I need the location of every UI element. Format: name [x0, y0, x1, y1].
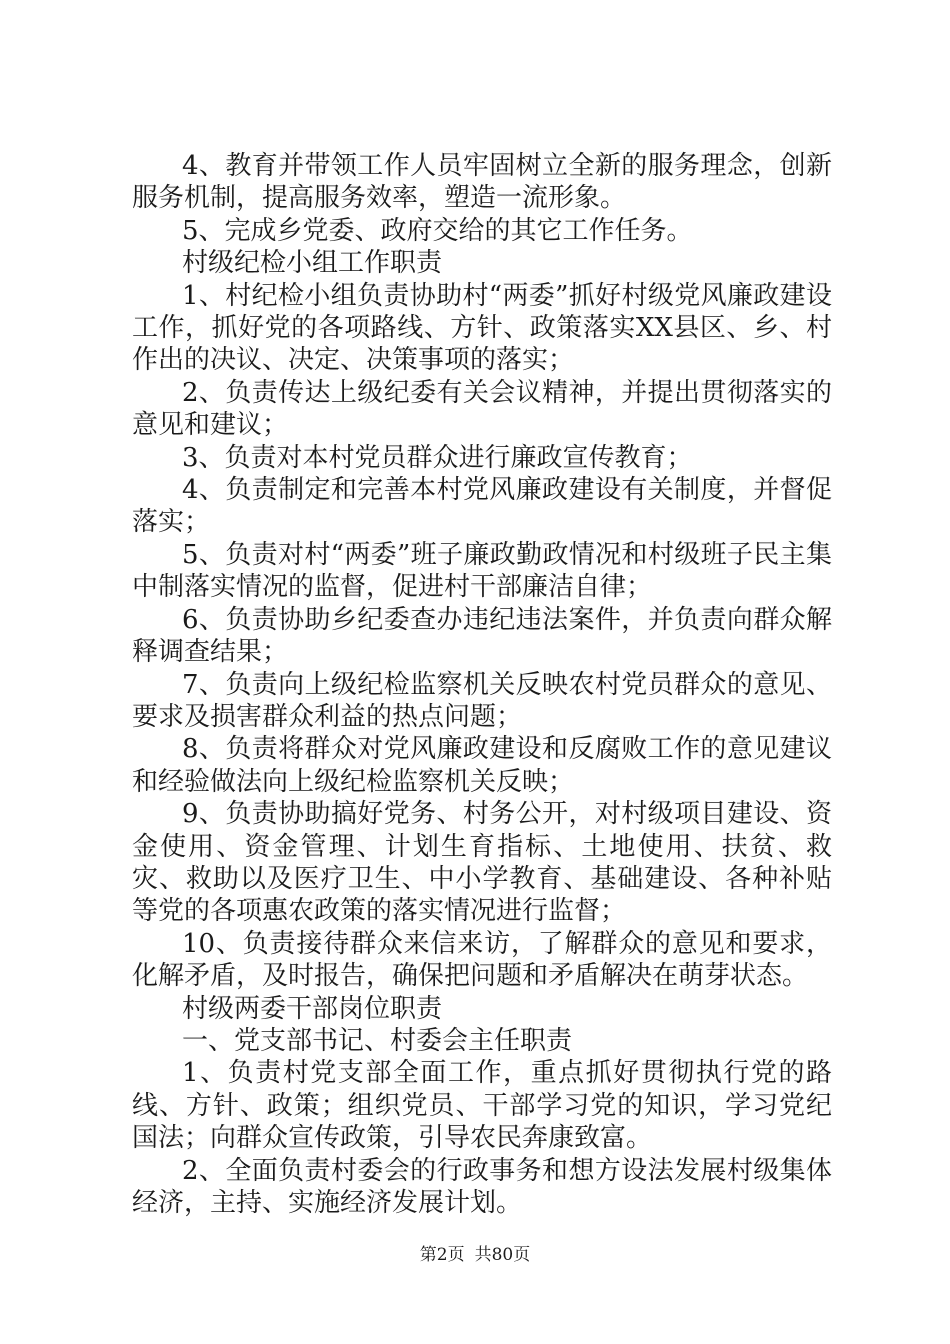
paragraph: 2、负责传达上级纪委有关会议精神，并提出贯彻落实的意见和建议；	[132, 377, 832, 441]
paragraph: 1、村纪检小组负责协助村“两委”抓好村级党风廉政建设工作，抓好党的各项路线、方针、政策落实XX县区、乡、村作出的决议、决定、决策事项的落实；	[132, 280, 832, 376]
paragraph: 1、负责村党支部全面工作，重点抓好贯彻执行党的路线、方针、政策；组织党员、干部学习党的知识，学习党纪国法；向群众宣传政策，引导农民奔康致富。	[132, 1058, 832, 1154]
paragraph: 5、完成乡党委、政府交给的其它工作任务。	[182, 215, 693, 246]
section-heading: 村级纪检小组工作职责	[182, 248, 443, 279]
document-body	[132, 150, 832, 1219]
page-total: 共80页	[474, 1245, 531, 1265]
paragraph: 2、全面负责村委会的行政事务和想方设法发展村级集体经济，主持、实施经济发展计划。	[132, 1155, 832, 1218]
section-heading: 村级两委干部岗位职责	[182, 993, 443, 1024]
paragraph: 8、负责将群众对党风廉政建设和反腐败工作的意见建议和经验做法向上级纪检监察机关反映；	[132, 734, 832, 797]
paragraph: 4、负责制定和完善本村党风廉政建设有关制度，并督促落实；	[132, 475, 832, 538]
paragraph: 3、负责对本村党员群众进行廉政宣传教育；	[182, 442, 693, 473]
paragraph: 9、负责协助搞好党务、村务公开，对村级项目建设、资金使用、资金管理、计划生育指标、土地使用、扶贫、救灾、救助以及医疗卫生、中小学教育、基础建设、各种补贴等党的各项惠农政策的落实情况进行监督；	[132, 799, 832, 927]
page-footer	[0, 1244, 950, 1266]
paragraph: 10、负责接待群众来信来访，了解群众的意见和要求，化解矛盾，及时报告，确保把问题和矛盾解决在萌芽状态。	[132, 928, 832, 992]
paragraph: 6、负责协助乡纪委查办违纪违法案件，并负责向群众解释调查结果；	[132, 604, 832, 668]
page-number: 第2页	[419, 1245, 465, 1265]
paragraph: 7、负责向上级纪检监察机关反映农村党员群众的意见、要求及损害群众利益的热点问题；	[132, 669, 832, 732]
paragraph: 4、教育并带领工作人员牢固树立全新的服务理念，创新服务机制，提高服务效率，塑造一流形象。	[132, 151, 832, 214]
subsection-heading: 一、党支部书记、村委会主任职责	[182, 1025, 573, 1056]
paragraph: 5、负责对村“两委”班子廉政勤政情况和村级班子民主集中制落实情况的监督，促进村干部廉洁自律；	[132, 539, 832, 603]
